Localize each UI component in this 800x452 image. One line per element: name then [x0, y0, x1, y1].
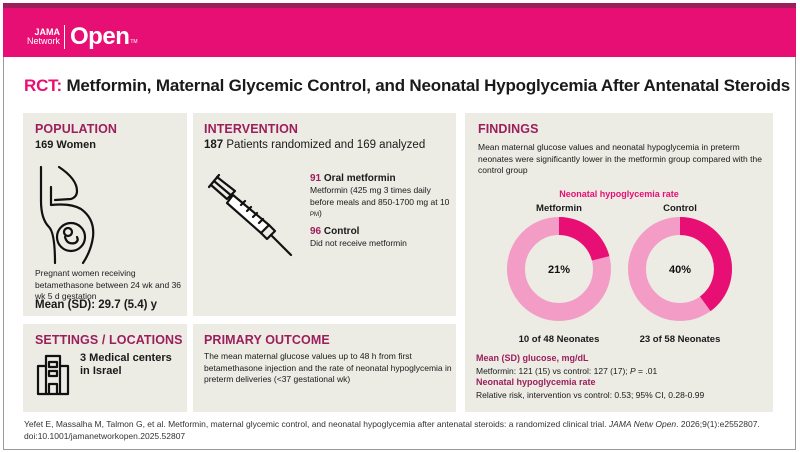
primary-outcome-text: The mean maternal glucose values up to 48 h from first betamethasone injection and the rate of neonatal hypoglycemia in preterm deliveries (<37 gestational wk) [204, 351, 452, 384]
header-banner [3, 3, 796, 57]
hospital-building-icon [36, 354, 70, 396]
population-panel [23, 113, 187, 316]
logo-divider [64, 25, 65, 49]
population-count: 169 Women [35, 139, 96, 151]
citation [24, 418, 784, 442]
arm-metformin-desc-text: Metformin (425 mg 3 times daily before meals and 850-1700 mg at 10 [310, 185, 450, 207]
settings-text: 3 Medical centers in Israel [80, 352, 172, 377]
citation-authors-title: Yefet E, Massalha M, Talmon G, et al. Metformin, maternal glycemic control, and neonatal hypoglycemia after antenatal steroids: a randomized clinical trial. [24, 419, 609, 429]
arm-control [310, 226, 450, 250]
stat-glucose-p-label: P [630, 366, 636, 376]
findings-panel [465, 113, 773, 412]
stat-glucose-value [476, 366, 657, 376]
logo-wordmark-small [27, 28, 64, 46]
arm-control-name: Control [321, 226, 360, 237]
stat-glucose-text: Metformin: 121 (15) vs control: 127 (17); [476, 366, 631, 376]
findings-heading: FINDINGS [478, 122, 539, 136]
intervention-panel [193, 113, 456, 316]
logo-line1: JAMA [34, 27, 61, 37]
logo-line2: Network [27, 36, 61, 46]
randomized-count: 187 [204, 139, 224, 151]
jama-network-open-logo [27, 23, 138, 51]
population-heading: POPULATION [35, 122, 118, 136]
count-metformin: 10 of 48 Neonates [518, 334, 600, 345]
stat-hypoglycemia-value: Relative risk, intervention vs control: 0.53; 95% CI, 0.28-0.99 [476, 390, 705, 400]
intervention-summary [204, 139, 425, 151]
stat-glucose-heading: Mean (SD) glucose, mg/dL [476, 353, 589, 363]
arm-metformin [310, 173, 450, 222]
primary-outcome-heading: PRIMARY OUTCOME [204, 333, 330, 347]
donut-label-control: Control [663, 203, 697, 214]
stat-glucose-p-value: = .01 [635, 366, 658, 376]
pregnant-woman-icon [33, 165, 97, 265]
arm-metformin-name: Oral metformin [321, 173, 396, 184]
population-mean-age: Mean (SD): 29.7 (5.4) y [35, 299, 158, 311]
stat-hypoglycemia-heading: Neonatal hypoglycemia rate [476, 377, 596, 387]
summary-text: Patients randomized and 169 analyzed [223, 139, 426, 151]
arm-metformin-time-suffix: PM [310, 212, 319, 218]
donut-value-metformin: 21% [547, 264, 571, 276]
page-title [24, 76, 790, 96]
banner-top-strip [3, 3, 796, 8]
citation-journal: JAMA Netw Open [608, 419, 677, 429]
chart-title: Neonatal hypoglycemia rate [559, 189, 679, 199]
findings-description: Mean maternal glucose values and neonatal hypoglycemia in preterm neonates were significantly lower in the metformin group compared with the control group [478, 142, 762, 175]
population-description: Pregnant women receiving betamethasone between 24 wk and 36 wk 5 d gestation [35, 268, 182, 301]
donut-label-metformin: Metformin [536, 203, 582, 214]
intervention-heading: INTERVENTION [204, 122, 299, 136]
logo-trademark: TM [130, 39, 138, 45]
arm-control-description: Did not receive metformin [310, 238, 407, 248]
syringe-icon [203, 167, 295, 259]
donut-segment-metformin [559, 217, 609, 261]
count-control: 23 of 58 Neonates [639, 334, 721, 345]
citation-details: . 2026;9(1):e2552807. doi:10.1001/jamanetworkopen.2025.52807 [24, 419, 760, 441]
settings-panel [23, 324, 187, 412]
logo-open: Open [70, 23, 130, 50]
arm-metformin-description [310, 185, 450, 222]
settings-heading: SETTINGS / LOCATIONS [35, 333, 183, 347]
arm-control-n: 96 [310, 226, 322, 237]
primary-outcome-panel [193, 324, 456, 412]
donut-value-control: 40% [668, 264, 692, 276]
arm-metformin-title [310, 173, 450, 184]
title-text: Metformin, Maternal Glycemic Control, and Neonatal Hypoglycemia After Antenatal Steroids [61, 76, 791, 95]
arm-metformin-n: 91 [310, 173, 322, 184]
arm-control-title [310, 226, 450, 237]
title-prefix: RCT: [24, 76, 62, 95]
arm-metformin-desc-close: ) [319, 208, 322, 218]
